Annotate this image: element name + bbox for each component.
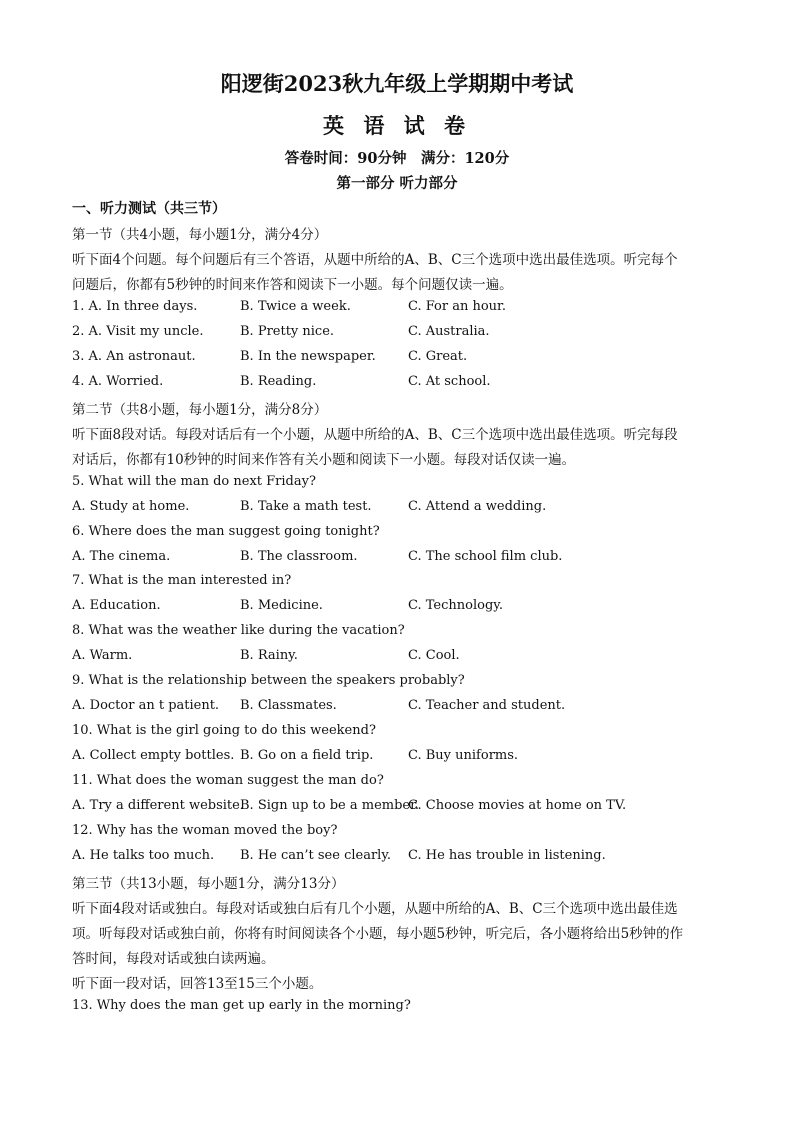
option-b: B. He can’t see clearly. [240,848,392,863]
section-heading: 一、听力测试（共三节） [72,201,226,217]
option-c: C. For an hour. [408,299,506,314]
option-b: B. Go on a field trip. [240,748,374,763]
question-text: 12. Why has the woman moved the boy? [72,823,338,838]
option-c: C. Great. [408,349,468,364]
option-a: A. Study at home. [72,499,190,514]
part3-title: 第三节（共13小题，每小题1分，满分13分） [72,876,345,892]
option-b: B. Pretty nice. [240,324,335,339]
option-a: A. Doctor an t patient. [72,698,220,713]
option-c: C. Teacher and student. [408,698,566,713]
option-a: A. The cinema. [72,549,171,564]
question-13-text: 13. Why does the man get up early in the morning? [72,998,411,1013]
option-a: A. Try a different website. [72,798,244,813]
part1-title: 第一节（共4小题，每小题1分，满分4分） [72,227,328,243]
question-text: 6. Where does the man suggest going tonight? [72,524,380,539]
part-heading: 第一部分 听力部分 [336,175,458,192]
option-a: A. Education. [72,598,161,613]
option-c: C. Buy uniforms. [408,748,519,763]
part3-instruction-line1: 听下面4段对话或独白。每段对话或独白后有几个小题，从题中所给的A、B、C三个选项中选出最佳选 [72,901,678,917]
part3-instruction-line3: 答时间，每段对话或独白读两遍。 [72,951,275,967]
part2-title: 第二节（共8小题，每小题1分，满分8分） [72,402,328,418]
option-c: C. Australia. [408,324,490,339]
option-b: B. Medicine. [240,598,323,613]
option-c: C. Attend a wedding. [408,499,547,514]
part3-instruction-line2: 项。听每段对话或独白前，你将有时间阅读各个小题，每小题5秒钟，听完后，各小题将给出5秒钟的作 [72,926,684,942]
part2-instruction-line2: 对话后，你都有10秒钟的时间来作答有关小题和阅读下一小题。每段对话仅读一遍。 [72,452,576,468]
time-and-score: 答卷时间：90分钟 满分：120分 [284,150,510,167]
option-c: C. Technology. [408,598,504,613]
option-c: C. He has trouble in listening. [408,848,606,863]
option-c: C. Choose movies at home on TV. [408,798,627,813]
exam-title: 阳逻街2023秋九年级上学期期中考试 [220,71,574,96]
part3-note: 听下面一段对话，回答13至15三个小题。 [72,976,323,992]
option-a: 3. A. An astronaut. [72,349,196,364]
option-a: A. He talks too much. [72,848,215,863]
question-text: 11. What does the woman suggest the man do? [72,773,384,788]
part1-instruction-line1: 听下面4个问题。每个问题后有三个答语，从题中所给的A、B、C三个选项中选出最佳选项。听完每个 [72,252,678,268]
part2-instruction-line1: 听下面8段对话。每段对话后有一个小题，从题中所给的A、B、C三个选项中选出最佳选项。听完每段 [72,427,678,443]
option-a: A. Collect empty bottles. [72,748,235,763]
option-b: B. Sign up to be a member. [240,798,420,813]
option-b: B. Take a math test. [240,499,372,514]
option-c: C. The school film club. [408,549,563,564]
part1-instruction-line2: 问题后，你都有5秒钟的时间来作答和阅读下一小题。每个问题仅读一遍。 [72,277,513,293]
option-b: B. The classroom. [240,549,358,564]
option-b: B. Twice a week. [240,299,351,314]
question-text: 8. What was the weather like during the vacation? [72,623,405,638]
question-text: 5. What will the man do next Friday? [72,474,316,489]
option-b: B. Reading. [240,374,317,389]
option-a: A. Warm. [72,648,133,663]
option-a: 2. A. Visit my uncle. [72,324,204,339]
question-text: 7. What is the man interested in? [72,573,292,588]
option-c: C. Cool. [408,648,460,663]
question-text: 9. What is the relationship between the speakers probably? [72,673,465,688]
option-a: 1. A. In three days. [72,299,198,314]
option-c: C. At school. [408,374,491,389]
option-b: B. Rainy. [240,648,298,663]
option-b: B. In the newspaper. [240,349,376,364]
exam-subtitle: 英 语 试 卷 [323,113,471,138]
question-text: 10. What is the girl going to do this weekend? [72,723,376,738]
option-a: 4. A. Worried. [72,374,164,389]
option-b: B. Classmates. [240,698,337,713]
